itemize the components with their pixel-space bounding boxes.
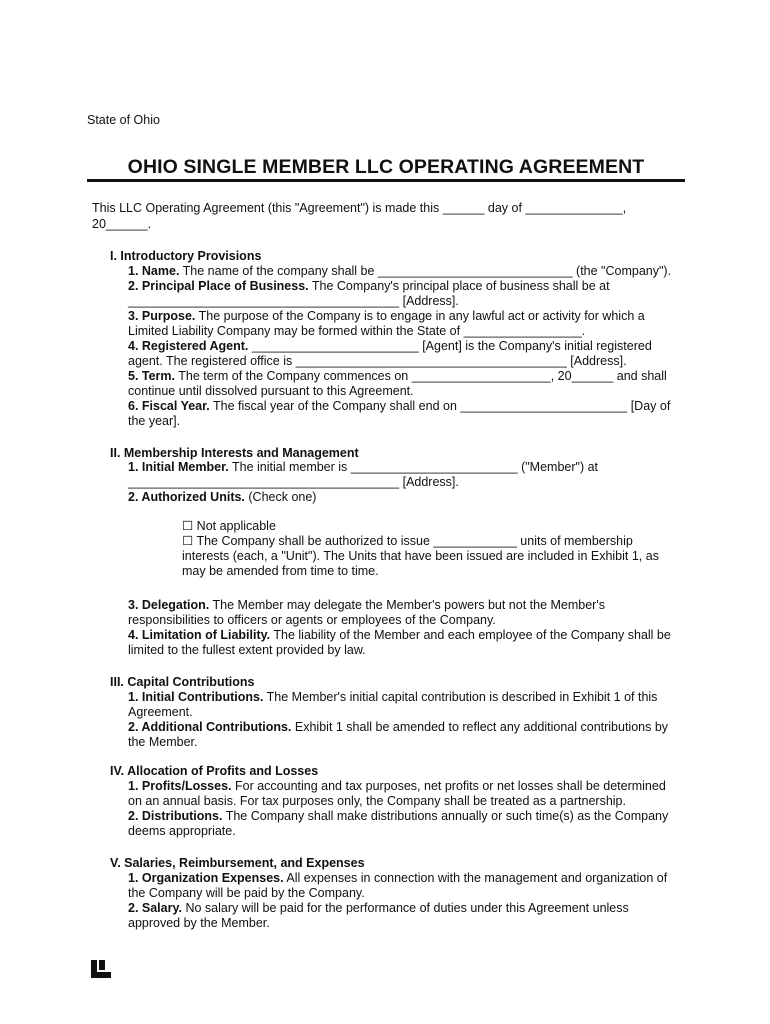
clause-label: 4. Limitation of Liability. [128, 628, 271, 642]
section-body [128, 598, 678, 658]
clause [128, 399, 678, 414]
clause-label: 1. Name. [128, 264, 180, 278]
clause-label: 4. Registered Agent. [128, 339, 249, 353]
clause-continuation: Agreement. [128, 705, 193, 719]
clause-label: 5. Term. [128, 369, 176, 383]
section-body [128, 264, 678, 429]
clause [128, 598, 678, 613]
clause-continuation: Limited Liability Company may be formed within the State of _________________. [128, 324, 586, 338]
section-heading: IV. Allocation of Profits and Losses [110, 764, 319, 778]
clause-continuation: the Company will be paid by the Company. [128, 886, 365, 900]
clause-text: The fiscal year of the Company shall end on ________________________ [Day of [209, 399, 671, 413]
clause-text: The term of the Company commences on ____________________, 20______ and shall [175, 369, 667, 383]
clause-continuation: the year]. [128, 414, 181, 428]
clause-label: 6. Fiscal Year. [128, 399, 210, 413]
clause-label: 3. Purpose. [128, 309, 196, 323]
clause-continuation: the Member. [128, 735, 198, 749]
checkbox-options [182, 519, 672, 579]
clause-text: The Company shall make distributions annually or such time(s) as the Company [222, 809, 669, 823]
section-heading: V. Salaries, Reimbursement, and Expenses [110, 856, 365, 870]
state-label: State of Ohio [87, 113, 160, 127]
section-heading: I. Introductory Provisions [110, 249, 262, 263]
intro-line-2: 20______. [92, 216, 152, 231]
clause-text: The liability of the Member and each employee of the Company shall be [270, 628, 671, 642]
clause-continuation: responsibilities to officers or agents or employees of the Company. [128, 613, 496, 627]
section-body [128, 690, 678, 750]
clause-text: ________________________ [Agent] is the Company's initial registered [248, 339, 652, 353]
clause [128, 264, 678, 279]
clause [128, 871, 678, 886]
option-authorized-units[interactable]: ☐ The Company shall be authorized to issue ____________ units of membership [182, 534, 633, 548]
clause-continuation: on an annual basis. For tax purposes only, the Company shall be treated as a partnership. [128, 794, 626, 808]
clause [128, 490, 678, 505]
clause-continuation: _______________________________________ [Address]. [128, 475, 459, 489]
clause-text: The initial member is ________________________ ("Member") at [228, 460, 599, 474]
clause-label: 1. Initial Member. [128, 460, 229, 474]
clause-continuation: limited to the fullest extent provided by law. [128, 643, 366, 657]
clause-text: The name of the company shall be ____________________________ (the "Company"). [179, 264, 672, 278]
option-not-applicable[interactable]: ☐ Not applicable [182, 519, 276, 533]
clause-label: 2. Additional Contributions. [128, 720, 292, 734]
section-heading: II. Membership Interests and Management [110, 446, 359, 460]
clause-continuation: continue until dissolved pursuant to this Agreement. [128, 384, 414, 398]
clause-text: The Company's principal place of business shall be at [308, 279, 610, 293]
clause-text: The Member may delegate the Member's powers but not the Member's [209, 598, 605, 612]
section-heading: III. Capital Contributions [110, 675, 255, 689]
section-body [128, 460, 678, 505]
option-continuation: interests (each, a "Unit"). The Units that have been issued are included in Exhibit 1, as [182, 549, 659, 563]
clause-text: The Member's initial capital contribution is described in Exhibit 1 of this [263, 690, 658, 704]
clause [128, 369, 678, 384]
clause-continuation: deems appropriate. [128, 824, 236, 838]
section-body [128, 779, 678, 839]
clause-label: 2. Distributions. [128, 809, 223, 823]
document-title: OHIO SINGLE MEMBER LLC OPERATING AGREEMENT [127, 156, 645, 178]
clause [128, 809, 678, 824]
clause-continuation: agent. The registered office is _______________________________________ [Address]. [128, 354, 627, 368]
clause-label: 1. Profits/Losses. [128, 779, 232, 793]
intro-line-1: This LLC Operating Agreement (this "Agreement") is made this ______ day of ______________, [92, 201, 627, 215]
clause [128, 460, 678, 475]
clause-continuation: approved by the Member. [128, 916, 270, 930]
clause-label: 1. Initial Contributions. [128, 690, 264, 704]
clause [128, 309, 678, 324]
clause-text: No salary will be paid for the performance of duties under this Agreement unless [181, 901, 629, 915]
clause-text: The purpose of the Company is to engage in any lawful act or activity for which a [195, 309, 645, 323]
clause-text: All expenses in connection with the management and organization of [283, 871, 668, 885]
clause-label: 2. Authorized Units. [128, 490, 245, 504]
clause [128, 279, 678, 294]
clause-text: (Check one) [244, 490, 317, 504]
intro-paragraph [92, 201, 672, 232]
clause [128, 690, 678, 705]
section-body [128, 871, 678, 931]
clause-label: 2. Salary. [128, 901, 182, 915]
clause [128, 339, 678, 354]
clause-label: 3. Delegation. [128, 598, 210, 612]
title-underline [87, 179, 685, 182]
clause-label: 1. Organization Expenses. [128, 871, 284, 885]
clause-text: Exhibit 1 shall be amended to reflect any additional contributions by [291, 720, 669, 734]
clause [128, 628, 678, 643]
clause [128, 720, 678, 735]
option-continuation: may be amended from time to time. [182, 564, 379, 578]
clause [128, 779, 678, 794]
legal-templates-logo-icon [91, 960, 111, 978]
clause-continuation: _______________________________________ [Address]. [128, 294, 459, 308]
clause [128, 901, 678, 916]
clause-label: 2. Principal Place of Business. [128, 279, 309, 293]
clause-text: For accounting and tax purposes, net profits or net losses shall be determined [231, 779, 666, 793]
